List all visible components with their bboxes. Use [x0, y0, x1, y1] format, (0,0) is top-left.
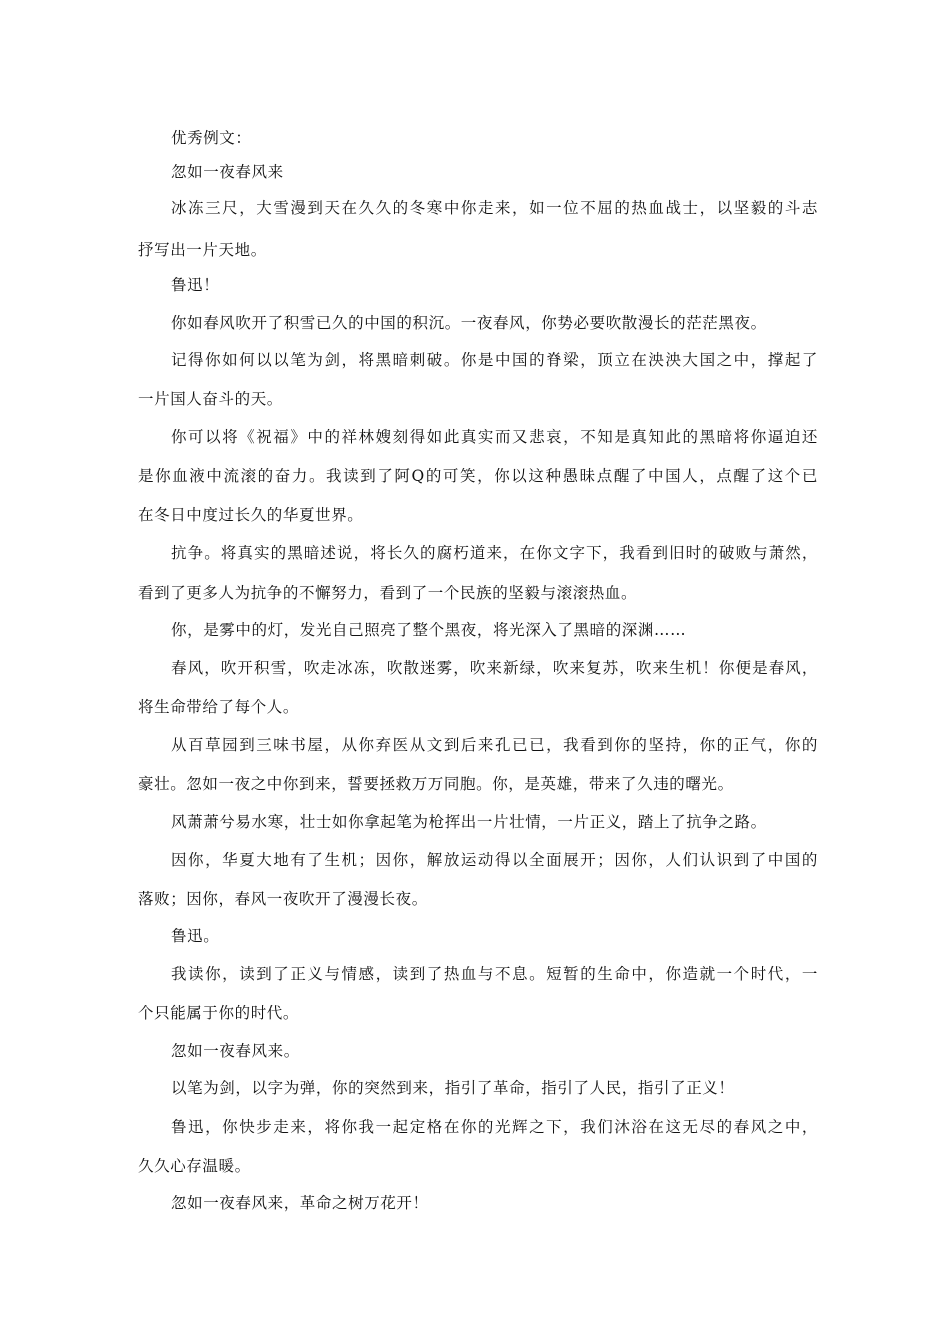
paragraph-line: 鲁迅！ [171, 276, 220, 294]
paragraph-line: 从百草园到三味书屋，从你弃医从文到后来孔已已，我看到你的坚持，你的正气，你的 [171, 736, 818, 754]
paragraph-line: 记得你如何以以笔为剑，将黑暗刺破。你是中国的脊梁，顶立在泱泱大国之中，撑起了 [171, 351, 818, 369]
paragraph-line: 鲁迅，你快步走来，将你我一起定格在你的光辉之下，我们沐浴在这无尽的春风之中， [171, 1118, 818, 1136]
paragraph-line: 抗争。将真实的黑暗述说，将长久的腐朽道来，在你文字下，我看到旧时的破败与萧然， [171, 544, 818, 562]
paragraph-line: 你，是雾中的灯，发光自己照亮了整个黑夜，将光深入了黑暗的深渊…… [171, 621, 687, 639]
paragraph-line: 久久心存温暖。 [138, 1157, 251, 1175]
paragraph-line: 你可以将《祝福》中的祥林嫂刻得如此真实而又悲哀，不知是真知此的黑暗将你逼迫还 [171, 428, 818, 446]
paragraph-line: 抒写出一片天地。 [138, 241, 267, 259]
paragraph-line: 我读你，读到了正义与情感，读到了热血与不息。短暂的生命中，你造就一个时代，一 [171, 965, 818, 983]
paragraph-line: 春风，吹开积雪，吹走冰冻，吹散迷雾，吹来新绿，吹来复苏，吹来生机！你便是春风， [171, 659, 818, 677]
paragraph-line: 忽如一夜春风来。 [171, 1042, 300, 1060]
closing-line: 忽如一夜春风来，革命之树万花开！ [171, 1194, 429, 1212]
paragraph-line: 鲁迅。 [171, 927, 220, 945]
section-heading: 优秀例文： [171, 129, 252, 147]
paragraph-line: 你如春风吹开了积雪已久的中国的积沉。一夜春风，你势必要吹散漫长的茫茫黑夜。 [171, 314, 767, 332]
paragraph-line: 以笔为剑，以字为弹，你的突然到来，指引了革命，指引了人民，指引了正义！ [171, 1079, 735, 1097]
paragraph-line: 将生命带给了每个人。 [138, 698, 300, 716]
paragraph-line: 在冬日中度过长久的华夏世界。 [138, 506, 364, 524]
paragraph-line: 是你血液中流滚的奋力。我读到了阿Q的可笑，你以这种愚昧点醒了中国人，点醒了这个已 [138, 467, 818, 485]
essay-title: 忽如一夜春风来 [171, 163, 284, 181]
paragraph-line: 冰冻三尺，大雪漫到天在久久的冬寒中你走来，如一位不屈的热血战士，以坚毅的斗志 [171, 199, 818, 217]
paragraph-line: 个只能属于你的时代。 [138, 1004, 300, 1022]
paragraph-line: 风萧萧兮易水寒，壮士如你拿起笔为枪挥出一片壮情，一片正义，踏上了抗争之路。 [171, 813, 767, 831]
paragraph-line: 看到了更多人为抗争的不懈努力，看到了一个民族的坚毅与滚滚热血。 [138, 584, 638, 602]
paragraph-line: 因你，华夏大地有了生机；因你，解放运动得以全面展开；因你，人们认识到了中国的 [171, 851, 818, 869]
paragraph-line: 一片国人奋斗的天。 [138, 390, 283, 408]
paragraph-line: 落败；因你，春风一夜吹开了漫漫长夜。 [138, 890, 428, 908]
paragraph-line: 豪壮。忽如一夜之中你到来，誓要拯救万万同胞。你，是英雄，带来了久违的曙光。 [138, 775, 734, 793]
